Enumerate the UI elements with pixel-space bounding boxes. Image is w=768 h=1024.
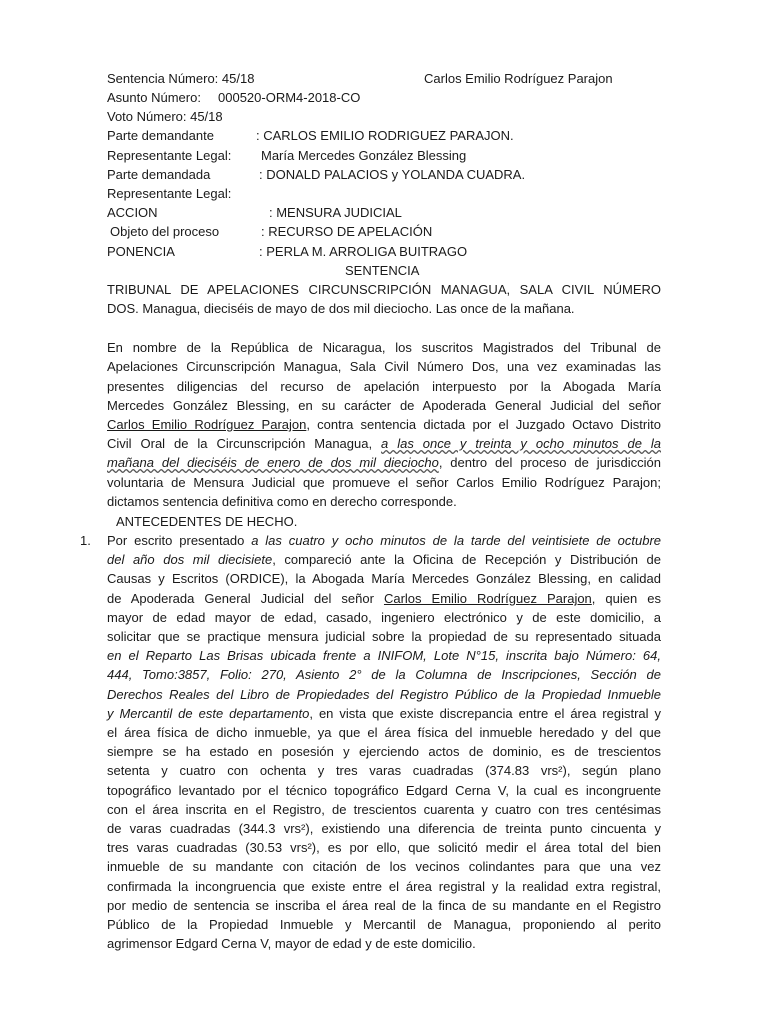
item1-italic: a las cuatro y ocho minutos de la tarde del veintisiete de octubre (251, 533, 662, 548)
parte-demandante-label: Parte demandante (107, 128, 214, 143)
intro-line: Apelaciones Circunscripción Managua, Sala Civil Número Dos, una vez examinadas las (107, 359, 661, 374)
antecedentes-title: ANTECEDENTES DE HECHO. (116, 514, 298, 529)
item1-italic: del año dos mil diecisiete (107, 552, 273, 567)
item1-text: , compareció ante la Oficina de Recepción y Distribución de (272, 552, 661, 567)
parte-nombre-derecha: Carlos Emilio Rodríguez Parajon (424, 71, 613, 86)
intro-line (107, 453, 661, 472)
intro-line: dictamos sentencia definitiva como en derecho corresponde. (107, 494, 457, 509)
parte-demandada-value: : DONALD PALACIOS y YOLANDA CUADRA. (259, 167, 526, 182)
item1-text: , quien es (591, 591, 661, 606)
item1-line: 444, Tomo:3857, Folio: 270, Asiento 2° de la Columna de Inscripciones, Sección de (107, 667, 661, 682)
item1-line: inmueble de su mandante con citación de los vecinos colindantes para que una vez (107, 859, 661, 874)
intro-text: Civil Oral de la Circunscripción Managua, (107, 436, 382, 451)
asunto-numero-value: 000520-ORM4-2018-CO (218, 90, 361, 105)
item-number: 1. (80, 533, 91, 548)
intro-line: En nombre de la República de Nicaragua, los suscritos Magistrados del Tribunal de (107, 340, 661, 355)
item1-line: Público de la Propiedad Inmueble y Mercantil de Managua, proponiendo al perito (107, 917, 661, 932)
accion-label: ACCION (107, 205, 158, 220)
representante-legal-value: María Mercedes González Blessing (261, 148, 467, 163)
item1-line: por medio de sentencia se inscriba el área real de la finca de su mandante en el Registro (107, 898, 661, 913)
item1-line (107, 589, 661, 608)
intro-text: , dentro del proceso de jurisdicción (438, 455, 661, 470)
intro-date-italic: mañana del dieciséis de enero de dos mil dieciocho (107, 455, 439, 470)
item1-italic: y Mercantil de este departamento (107, 706, 310, 721)
party-name-underlined: Carlos Emilio Rodríguez Parajon (383, 591, 592, 606)
intro-line: presentes diligencias del recurso de apelación interpuesto por la Abogada María (107, 379, 661, 394)
item1-line: el área física de dicho inmueble, ya que el área física del inmueble heredado y del que (107, 725, 661, 740)
intro-date-italic: a las once y treinta y ocho minutos de la (381, 436, 661, 451)
accion-value: : MENSURA JUDICIAL (269, 205, 402, 220)
item1-line: de varas cuadradas (344.3 vrs²), existiendo una diferencia de treinta punto cincuenta y (107, 821, 661, 836)
item1-line (107, 550, 661, 569)
objeto-label: Objeto del proceso (110, 224, 220, 239)
sentencia-numero: Sentencia Número: 45/18 (107, 71, 255, 86)
item1-line: con el área inscrita en el Registro, de trescientos cuarenta y cuatro con tres centésimas (107, 802, 661, 817)
intro-line (107, 434, 661, 453)
item1-line (107, 704, 661, 723)
item1-line: agrimensor Edgard Cerna V, mayor de edad y de este domicilio. (107, 936, 476, 951)
ponencia-value: : PERLA M. ARROLIGA BUITRAGO (259, 244, 468, 259)
party-name-underlined: Carlos Emilio Rodríguez Parajon (107, 417, 307, 432)
item1-text: de Apoderada General Judicial del señor (107, 591, 384, 606)
item1-line: en el Reparto Las Brisas ubicada frente a INIFOM, Lote N°15, inscrita bajo Número: 64, (107, 648, 661, 663)
item1-line: confirmada la incongruencia que existe entre el área registral y la realidad extra registral, (107, 879, 661, 894)
parte-demandante-value: : CARLOS EMILIO RODRIGUEZ PARAJON. (256, 128, 514, 143)
representante-legal-label: Representante Legal: (107, 148, 232, 163)
tribunal-line-2: DOS. Managua, dieciséis de mayo de dos mil dieciocho. Las once de la mañana. (107, 301, 575, 316)
tribunal-line-1: TRIBUNAL DE APELACIONES CIRCUNSCRIPCIÓN MANAGUA, SALA CIVIL NÚMERO (107, 282, 661, 297)
objeto-value: : RECURSO DE APELACIÓN (261, 224, 433, 239)
sentencia-title: SENTENCIA (345, 263, 420, 278)
item1-line: tres varas cuadradas (30.53 vrs²), es por ello, que solicitó medir el área total del bien (107, 840, 661, 855)
ponencia-label: PONENCIA (107, 244, 175, 259)
item1-line: solicitar que se practique mensura judicial sobre la propiedad de su representado situada (107, 629, 661, 644)
item1-line: topográfico levantado por el técnico topográfico Edgard Cerna V, la cual es incongruente (107, 783, 661, 798)
item1-text: , en vista que existe discrepancia entre el área registral y (309, 706, 662, 721)
voto-numero: Voto Número: 45/18 (107, 109, 223, 124)
item1-line: setenta y cuatro con ochenta y tres varas cuadradas (374.83 vrs²), según plano (107, 763, 661, 778)
item1-line: mayor de edad mayor de edad, casado, ingeniero electrónico y de este domicilio, a (107, 610, 661, 625)
asunto-numero-label: Asunto Número: (107, 90, 201, 105)
intro-line: Mercedes González Blessing, en su carácter de Apoderada General Judicial del señor (107, 398, 661, 413)
intro-line: voluntaria de Mensura Judicial que promueve el señor Carlos Emilio Rodríguez Parajon; (107, 475, 661, 490)
intro-line (107, 415, 661, 434)
item1-line: siempre se ha estado en posesión y ejerciendo actos de dominio, es de trescientos (107, 744, 661, 759)
item1-line: Derechos Reales del Libro de Propiedades del Registro Público de la Propiedad Inmueble (107, 687, 661, 702)
parte-demandada-label: Parte demandada (107, 167, 211, 182)
item1-line (107, 531, 661, 550)
item1-text: Por escrito presentado (107, 533, 252, 548)
representante-legal-2-label: Representante Legal: (107, 186, 232, 201)
item1-line: Causas y Escritos (ORDICE), la Abogada María Mercedes González Blessing, en calidad (107, 571, 661, 586)
intro-text: , contra sentencia dictada por el Juzgado Octavo Distrito (306, 417, 661, 432)
